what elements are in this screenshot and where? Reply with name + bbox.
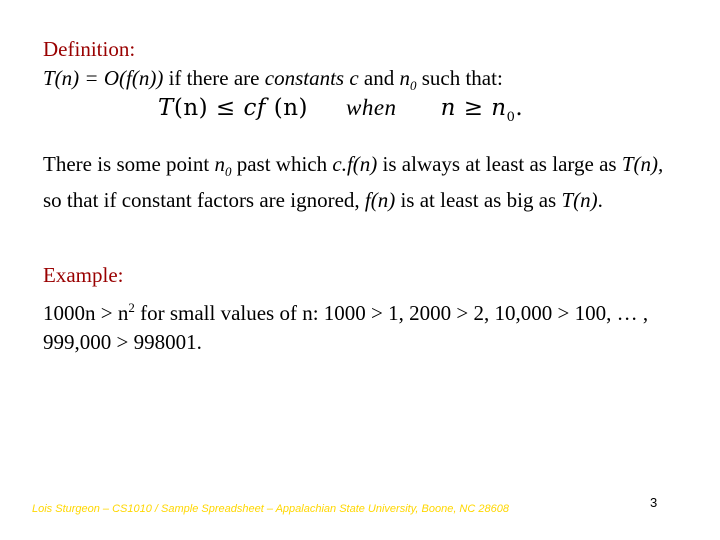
definition-statement: T(n) = O(f(n)) if there are constants c and $n_0$ such that: [43,66,503,94]
slide-footer: Lois Sturgeon – CS1010 / Sample Spreadsheet – Appalachian State University, Boone, NC 28608 [32,503,509,515]
page-number: 3 [650,495,658,510]
example-text: $1000n > n^2$ for small values of n: 1000 > 1, 2000 > 2, 10,000 > 100, … , 999,000 > 998001. [43,300,649,354]
example-heading: Example: [43,263,124,287]
big-o-expression: T(n) = O(f(n)) [43,66,164,90]
definition-formula: T(n) ≤ cf (n) when $n \ge n_0$. [158,95,524,125]
explanation-paragraph: There is some point $n_0$ past which c.f(n) is always at least as large as T(n), so that if constant factors are ignored, f(n) is at least as big as T(n). [43,152,664,213]
formula-when: when [346,95,397,120]
definition-heading: Definition: [43,37,136,61]
